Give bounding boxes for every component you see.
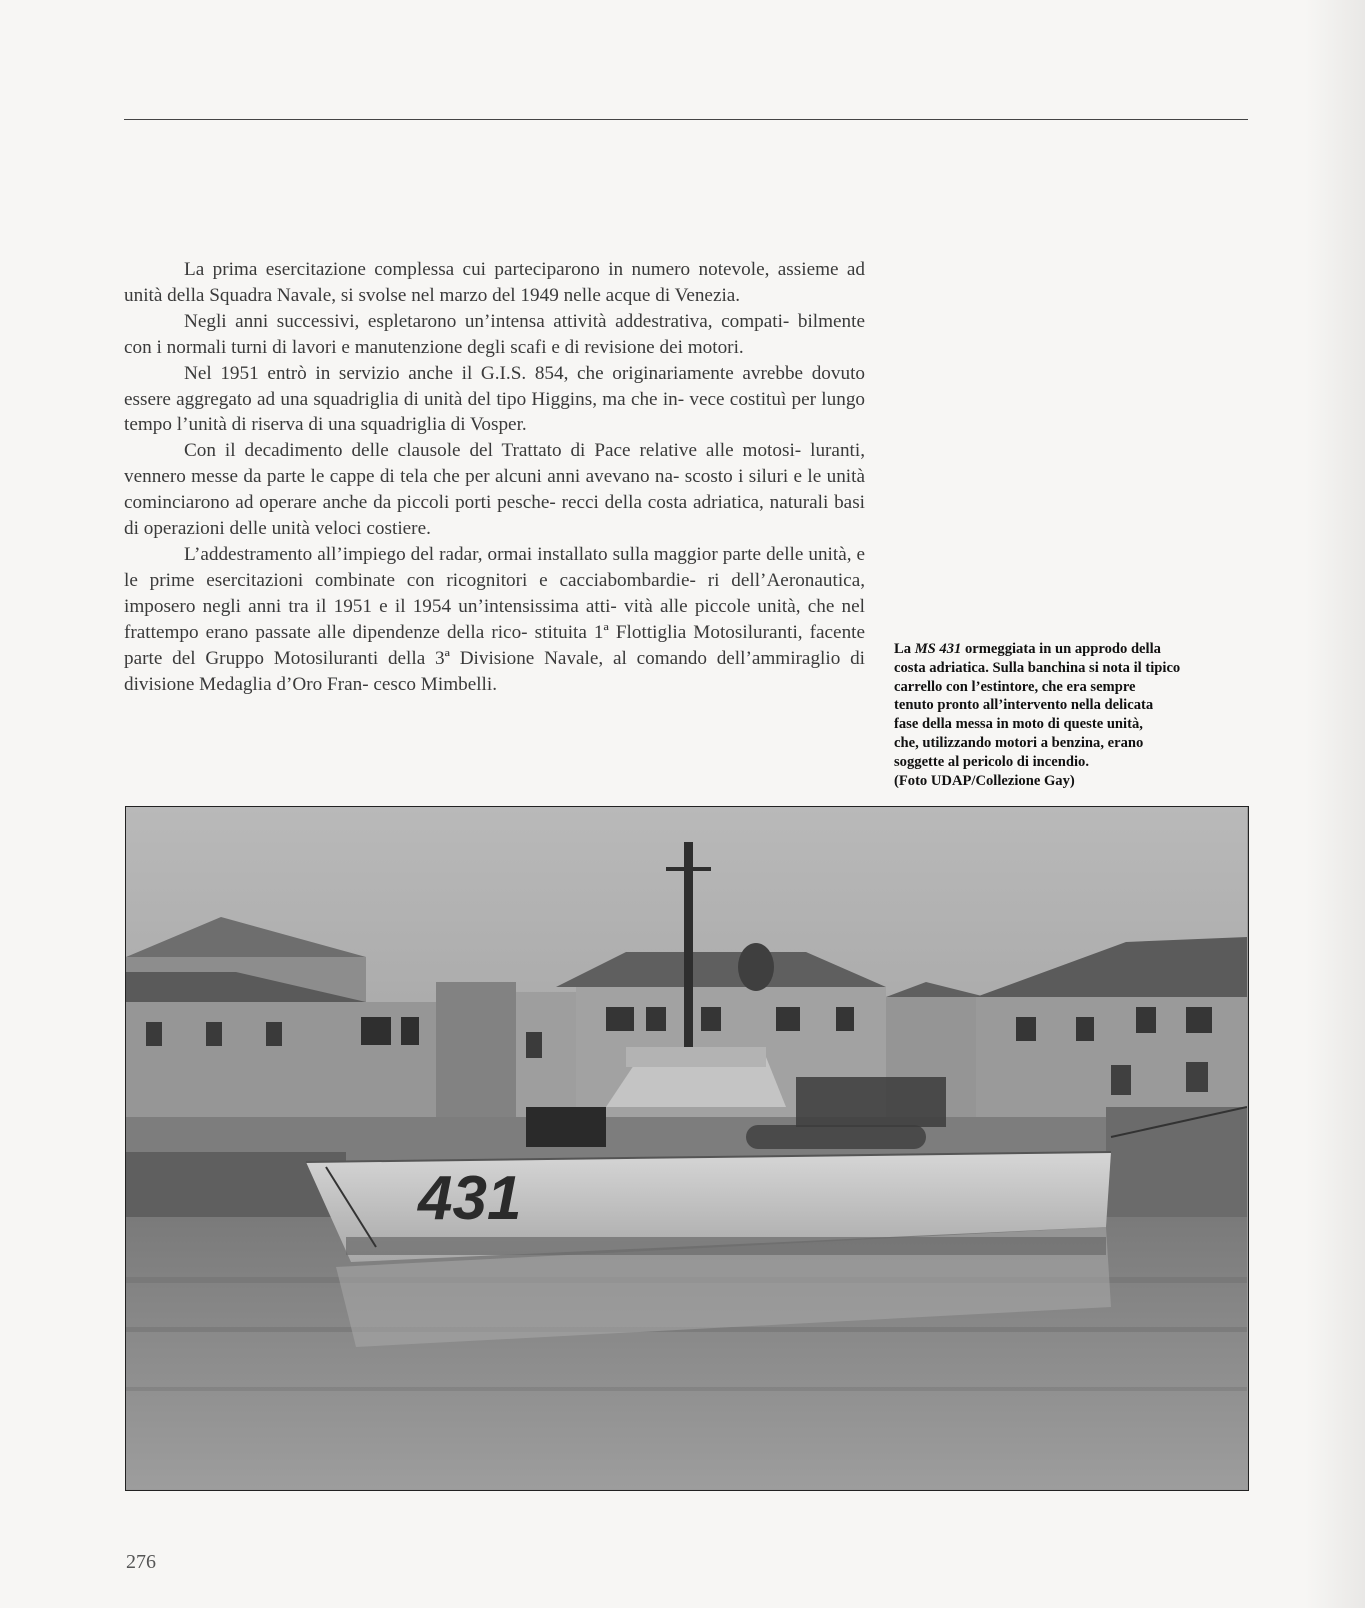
caption-credit: (Foto UDAP/Collezione Gay) — [894, 772, 1075, 789]
hull-number: 431 — [418, 1164, 522, 1233]
caption-line: soggette al pericolo di incendio. — [894, 753, 1089, 770]
caption-line: costa adriatica. Sulla banchina si nota il tipico — [894, 659, 1181, 676]
caption-line: tenuto pronto all’intervento nella delicata — [894, 697, 1154, 714]
paragraph: Nel 1951 entrò in servizio anche il G.I.S. 854, che originariamente avrebbe dovuto essere aggregato ad una squadriglia di unità del tipo Higgins, ma che in- vece costituì per lungo tempo l’unità di riserva di una squadriglia di Vosper. — [124, 362, 866, 436]
paragraph: Con il decadimento delle clausole del Trattato di Pace relative alle motosi- luranti, vennero messe da parte le cappe di tela che per alcuni anni avevano na- scosto i siluri e le unità cominciarono ad operare anche da piccoli porti pesche- recci della costa adriatica, naturali basi di operazioni delle unità veloci costiere. — [124, 440, 866, 540]
paragraph: La prima esercitazione complessa cui parteciparono in numero notevole, assieme ad unità della Squadra Navale, si svolse nel marzo del 1949 nelle acque di Venezia. — [124, 259, 866, 306]
caption-vessel-name: MS 431 — [914, 641, 962, 657]
caption-line: che, utilizzando motori a benzina, erano — [894, 734, 1144, 751]
paragraph: L’addestramento all’impiego del radar, ormai installato sulla maggior parte delle unità, e le prime esercitazioni combinate con ricognitori e cacciabombardie- ri dell’Aeronautica, imposero negli anni tra il 1951 e il 1954 un’intensissima atti- vità alle piccole unità, che nel frattempo erano passate alle dipendenze della rico- stituita 1ª Flottiglia Motosiluranti, facente parte del Gruppo Motosiluranti della 3ª Divisione Navale, al comando dell’ammiraglio di divisione Medaglia d’Oro Fran- cesco Mimbelli. — [124, 543, 866, 695]
caption-line: fase della messa in moto di queste unità, — [894, 716, 1143, 733]
caption-line: carrello con l’estintore, che era sempre — [894, 678, 1136, 695]
header-rule — [124, 119, 1248, 120]
caption-line: La MS 431 ormeggiata in un approdo della — [894, 641, 1161, 657]
harbour-photo — [125, 806, 1249, 1491]
page-number: 276 — [126, 1551, 156, 1573]
body-text — [124, 257, 865, 697]
page-edge-shadow — [1305, 0, 1365, 1608]
paragraph: Negli anni successivi, espletarono un’intensa attività addestrativa, compati- bilmente con i normali turni di lavori e manutenzione degli scafi e di revisione dei motori. — [124, 310, 865, 358]
photo-caption — [894, 640, 1254, 790]
